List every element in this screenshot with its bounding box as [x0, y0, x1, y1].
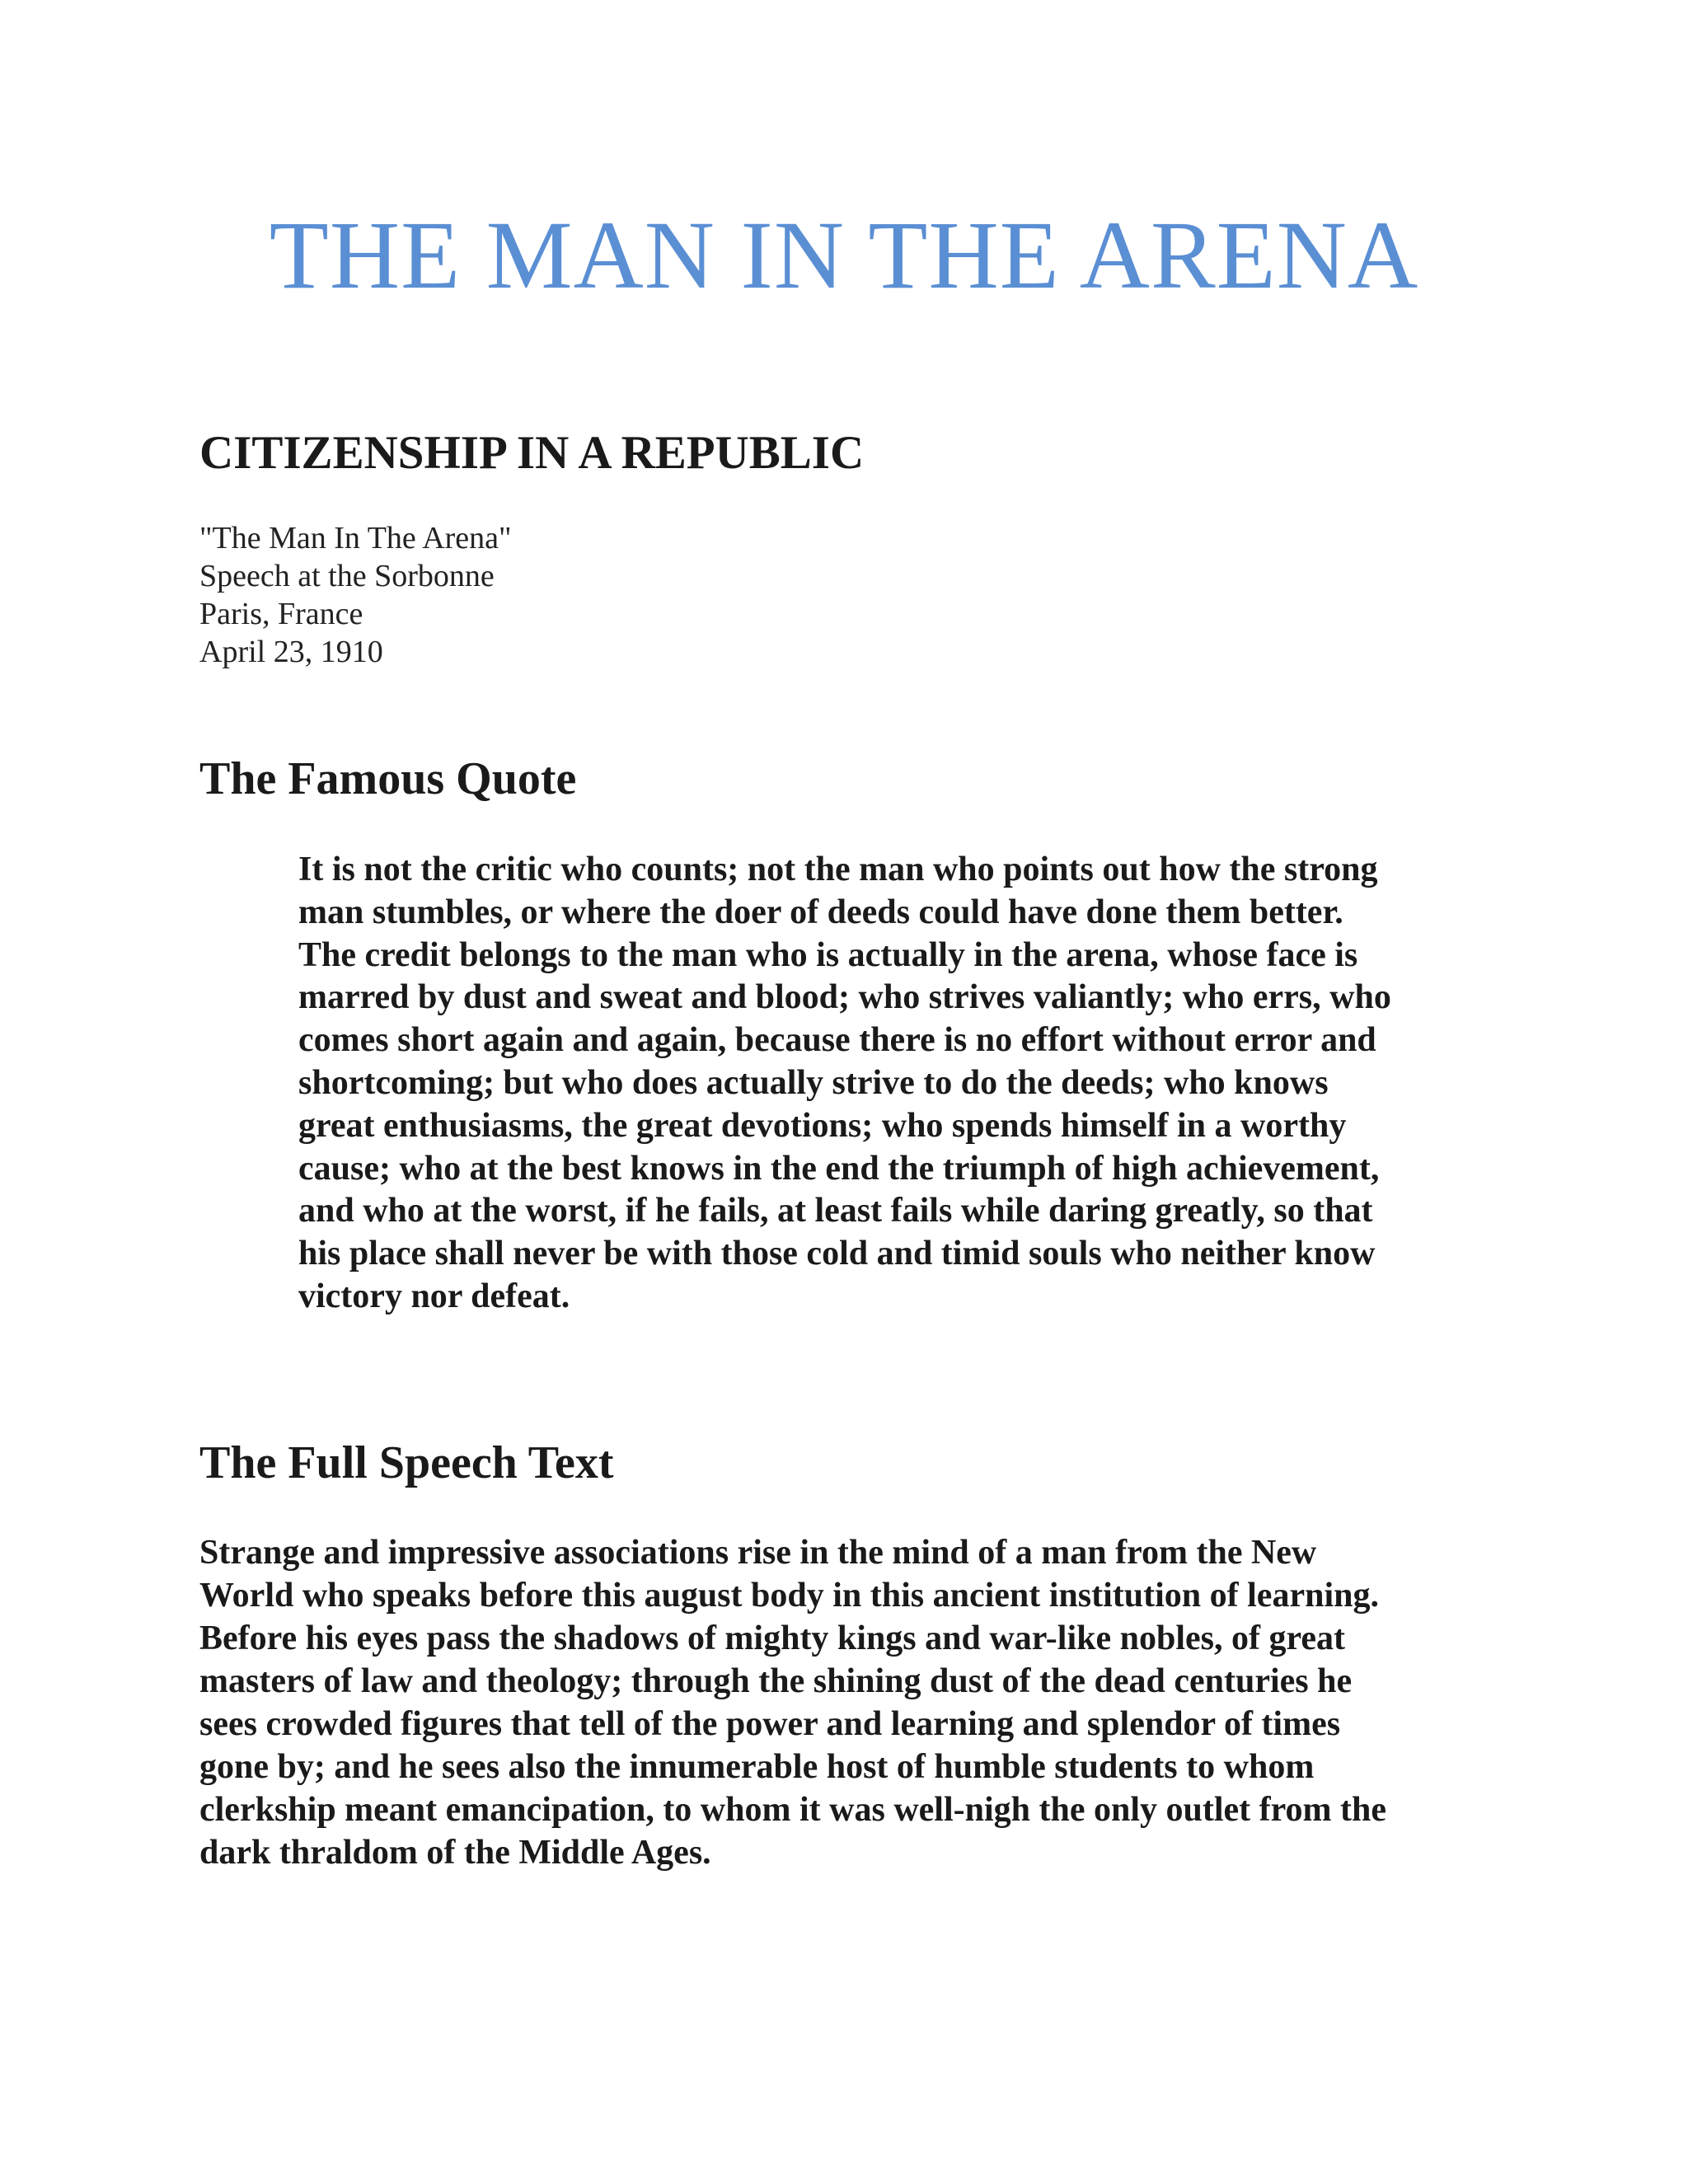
section-heading-full-speech: The Full Speech Text — [199, 1437, 614, 1488]
quote-line: and who at the worst, if he fails, at least fails while daring greatly, so that — [298, 1192, 1373, 1230]
speech-meta — [199, 519, 512, 671]
quote-line: comes short again and again, because there is no effort without error and — [298, 1021, 1376, 1060]
section-heading-famous-quote: The Famous Quote — [199, 753, 577, 804]
document-title: THE MAN IN THE ARENA — [269, 201, 1419, 309]
quote-line: his place shall never be with those cold and timid souls who neither know — [298, 1235, 1376, 1273]
meta-date: April 23, 1910 — [199, 635, 383, 669]
quote-line: great enthusiasms, the great devotions; who spends himself in a worthy — [298, 1106, 1347, 1145]
speech-line: sees crowded figures that tell of the power and learning and splendor of times — [199, 1705, 1341, 1743]
quote-line: marred by dust and sweat and blood; who strives valiantly; who errs, who — [298, 978, 1391, 1017]
meta-venue: Speech at the Sorbonne — [199, 559, 495, 593]
quote-line: The credit belongs to the man who is actually in the arena, whose face is — [298, 935, 1358, 974]
speech-line: gone by; and he sees also the innumerable host of humble students to whom — [199, 1748, 1315, 1786]
quote-line: victory nor defeat. — [298, 1277, 570, 1315]
speech-line: masters of law and theology; through the shining dust of the dead centuries he — [199, 1662, 1353, 1700]
speech-line: dark thraldom of the Middle Ages. — [199, 1834, 711, 1872]
quote-line: It is not the critic who counts; not the man who points out how the strong — [298, 851, 1378, 888]
quote-line: man stumbles, or where the doer of deeds could have done them better. — [298, 893, 1343, 931]
document-subtitle: CITIZENSHIP IN A REPUBLIC — [199, 427, 865, 479]
quote-line: cause; who at the best knows in the end the triumph of high achievement, — [298, 1149, 1380, 1188]
speech-line: Strange and impressive associations rise in the mind of a man from the New — [199, 1534, 1317, 1572]
famous-quote — [298, 849, 1502, 1319]
quote-line: shortcoming; but who does actually strive to do the deeds; who knows — [298, 1063, 1329, 1102]
speech-line: Before his eyes pass the shadows of mighty kings and war-like nobles, of great — [199, 1619, 1345, 1657]
speech-paragraph — [199, 1531, 1518, 1874]
meta-location: Paris, France — [199, 597, 363, 631]
speech-line: clerkship meant emancipation, to whom it was well-nigh the only outlet from the — [199, 1791, 1386, 1829]
meta-speech-name: "The Man In The Arena" — [199, 521, 512, 555]
speech-line: World who speaks before this august body in this ancient institution of learning. — [199, 1577, 1379, 1615]
